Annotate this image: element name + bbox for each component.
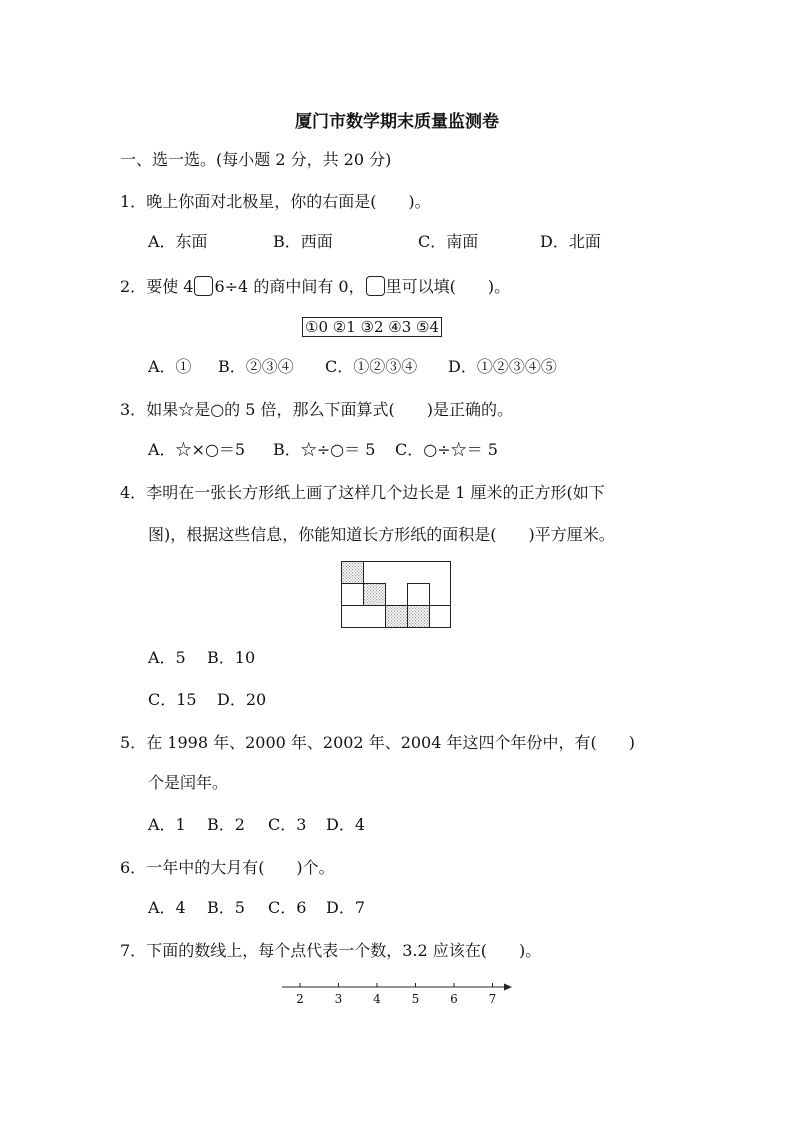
q1-option-d: D．北面 [540, 232, 601, 251]
question-text: 一年中的大月有( )个。 [146, 858, 335, 877]
q5-option-a: A．1 [148, 815, 186, 834]
q3-option-c: C．○÷☆＝ 5 [395, 440, 498, 459]
question-number: 7． [120, 941, 147, 960]
q5-option-c: C．3 [268, 815, 307, 834]
question-text-line1: 李明在一张长方形纸上画了这样几个边长是 1 厘米的正方形(如下 [146, 483, 605, 502]
arrow-right-icon [504, 984, 512, 991]
question-text: 晚上你面对北极星，你的右面是( )。 [146, 192, 431, 211]
question-number: 6． [120, 858, 147, 877]
q2-option-c: C．①②③④ [325, 357, 418, 376]
question-5-line2: 个是闰年。 [148, 773, 229, 792]
question-text-part1: 要使 4 [146, 277, 194, 296]
unit-square [408, 584, 430, 606]
blank-square-icon [366, 276, 385, 296]
question-number: 4． [120, 483, 147, 502]
question-number: 1． [120, 192, 147, 211]
q2-option-d: D．①②③④⑤ [448, 357, 557, 376]
q6-option-c: C．6 [268, 898, 307, 917]
q2-option-b: B．②③④ [218, 357, 294, 376]
question-7 [120, 941, 541, 961]
blank-square-icon [194, 276, 213, 296]
shaded-square [364, 584, 386, 606]
q6-option-b: B．5 [207, 898, 245, 917]
question-text-part3: 里可以填( )。 [385, 277, 511, 296]
question-text: 如果☆是○的 5 倍，那么下面算式( )是正确的。 [146, 400, 513, 419]
number-line-label: 5 [411, 992, 420, 1006]
shaded-square [408, 606, 430, 628]
question-3 [120, 400, 513, 420]
q2-choices-box: ①0 ②1 ③2 ④3 ⑤4 [302, 317, 442, 337]
number-line-label: 3 [334, 992, 343, 1006]
q1-option-a: A．东面 [148, 232, 208, 251]
q6-option-a: A．4 [148, 898, 186, 917]
question-1 [120, 192, 431, 212]
q5-option-b: B．2 [207, 815, 245, 834]
question-6 [120, 858, 335, 878]
question-text-line1: 在 1998 年、2000 年、2002 年、2004 年这四个年份中，有( ) [146, 733, 635, 752]
q1-option-c: C．南面 [418, 232, 479, 251]
shaded-square [386, 606, 408, 628]
q6-option-d: D．7 [326, 898, 366, 917]
question-number: 3． [120, 400, 147, 419]
question-2 [120, 276, 510, 297]
number-line-label: 4 [373, 992, 381, 1006]
q1-option-b: B．西面 [273, 232, 333, 251]
rectangle-squares-figure [340, 560, 454, 632]
q4-option-c: C．15 [148, 690, 197, 709]
question-number: 2． [120, 277, 147, 296]
q4-option-b: B．10 [207, 648, 256, 667]
unit-square [430, 606, 451, 628]
q5-option-d: D．4 [326, 815, 366, 834]
shaded-square [342, 562, 364, 584]
question-text: 下面的数线上，每个点代表一个数，3.2 应该在( )。 [146, 941, 542, 960]
q4-option-a: A．5 [148, 648, 186, 667]
number-line [280, 978, 520, 1010]
page-title: 厦门市数学期末质量监测卷 [295, 112, 499, 132]
q3-option-b: B．☆÷○＝ 5 [273, 440, 376, 459]
q2-option-a: A．① [148, 357, 192, 376]
question-4-line2: 图)，根据这些信息，你能知道长方形纸的面积是( )平方厘米。 [148, 525, 615, 544]
unit-square [342, 584, 364, 606]
question-number: 5． [120, 733, 147, 752]
q4-option-d: D．20 [217, 690, 267, 709]
question-5 [120, 733, 635, 753]
number-line-label: 7 [488, 992, 497, 1006]
number-line-label: 2 [296, 992, 304, 1006]
section-heading: 一、选一选。(每小题 2 分，共 20 分) [120, 150, 392, 169]
question-4 [120, 483, 605, 503]
number-line-label: 6 [450, 992, 458, 1006]
question-text-part2: 6÷4 的商中间有 0， [214, 277, 365, 296]
q3-option-a: A．☆×○＝5 [148, 440, 246, 459]
